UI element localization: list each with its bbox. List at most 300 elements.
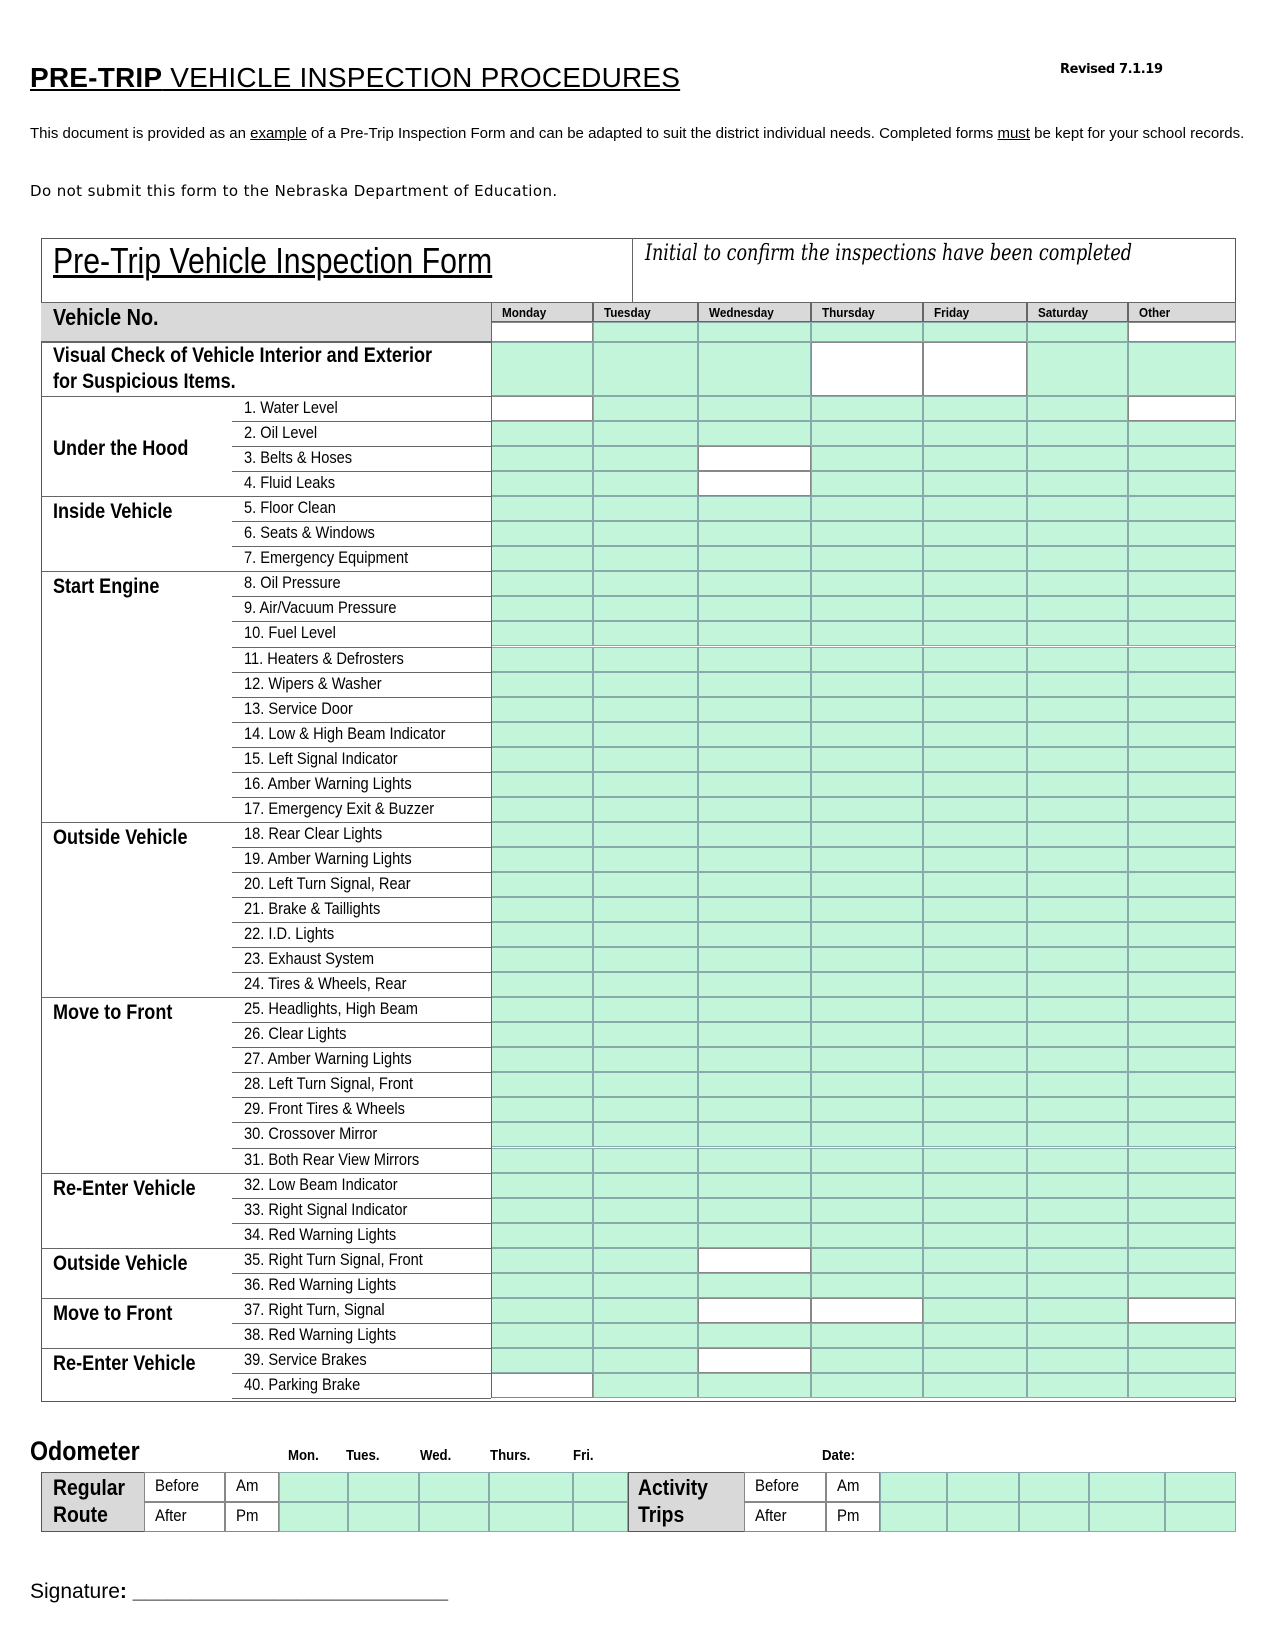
signature-field[interactable]	[30, 1580, 448, 1604]
inspection-check-cell[interactable]	[1128, 1373, 1236, 1398]
inspection-check-cell[interactable]	[811, 647, 923, 672]
inspection-check-cell[interactable]	[491, 1248, 593, 1273]
inspection-check-cell[interactable]	[923, 722, 1027, 747]
inspection-check-cell[interactable]	[491, 672, 593, 697]
visual-check-cell[interactable]	[698, 342, 811, 396]
inspection-check-cell[interactable]	[923, 1173, 1027, 1198]
inspection-check-cell[interactable]	[1128, 822, 1236, 847]
inspection-check-cell[interactable]	[698, 797, 811, 822]
inspection-check-cell[interactable]	[811, 1373, 923, 1398]
inspection-check-cell[interactable]	[698, 1323, 811, 1348]
inspection-check-cell[interactable]	[698, 1173, 811, 1198]
inspection-check-cell[interactable]	[698, 396, 811, 421]
inspection-check-cell[interactable]	[1128, 647, 1236, 672]
inspection-check-cell[interactable]	[1027, 1173, 1128, 1198]
inspection-check-cell[interactable]	[698, 672, 811, 697]
inspection-check-cell[interactable]	[698, 1047, 811, 1072]
inspection-check-cell[interactable]	[1027, 471, 1128, 496]
inspection-check-cell[interactable]	[491, 396, 593, 421]
vehicle-no-input[interactable]	[593, 322, 698, 342]
inspection-check-cell[interactable]	[593, 421, 698, 446]
inspection-check-cell[interactable]	[491, 847, 593, 872]
vehicle-no-input[interactable]	[698, 322, 811, 342]
vehicle-no-input[interactable]	[491, 322, 593, 342]
inspection-check-cell[interactable]	[923, 1298, 1027, 1323]
inspection-check-cell[interactable]	[1027, 797, 1128, 822]
inspection-check-cell[interactable]	[698, 897, 811, 922]
inspection-check-cell[interactable]	[1128, 421, 1236, 446]
inspection-check-cell[interactable]	[593, 697, 698, 722]
inspection-check-cell[interactable]	[593, 847, 698, 872]
activity-reading-input[interactable]	[947, 1472, 1019, 1502]
inspection-check-cell[interactable]	[1027, 722, 1128, 747]
inspection-check-cell[interactable]	[593, 922, 698, 947]
inspection-check-cell[interactable]	[811, 1248, 923, 1273]
inspection-check-cell[interactable]	[1128, 446, 1236, 471]
inspection-check-cell[interactable]	[593, 1298, 698, 1323]
activity-reading-input[interactable]	[1019, 1472, 1089, 1502]
odometer-reading-input[interactable]	[489, 1472, 573, 1502]
inspection-check-cell[interactable]	[811, 872, 923, 897]
inspection-check-cell[interactable]	[1128, 1148, 1236, 1173]
inspection-check-cell[interactable]	[593, 947, 698, 972]
inspection-check-cell[interactable]	[1027, 1348, 1128, 1373]
activity-reading-input[interactable]	[1019, 1502, 1089, 1532]
inspection-check-cell[interactable]	[811, 521, 923, 546]
inspection-check-cell[interactable]	[698, 947, 811, 972]
inspection-check-cell[interactable]	[593, 1122, 698, 1147]
inspection-check-cell[interactable]	[1128, 1173, 1236, 1198]
inspection-check-cell[interactable]	[1128, 1122, 1236, 1147]
activity-reading-input[interactable]	[880, 1472, 947, 1502]
inspection-check-cell[interactable]	[491, 972, 593, 997]
inspection-check-cell[interactable]	[811, 947, 923, 972]
visual-check-cell[interactable]	[1027, 342, 1128, 396]
inspection-check-cell[interactable]	[923, 1047, 1027, 1072]
inspection-check-cell[interactable]	[1128, 546, 1236, 571]
inspection-check-cell[interactable]	[491, 596, 593, 621]
inspection-check-cell[interactable]	[811, 421, 923, 446]
inspection-check-cell[interactable]	[593, 647, 698, 672]
inspection-check-cell[interactable]	[491, 446, 593, 471]
inspection-check-cell[interactable]	[811, 446, 923, 471]
inspection-check-cell[interactable]	[1128, 471, 1236, 496]
inspection-check-cell[interactable]	[1027, 1198, 1128, 1223]
inspection-check-cell[interactable]	[1128, 847, 1236, 872]
odometer-reading-input[interactable]	[573, 1502, 628, 1532]
inspection-check-cell[interactable]	[1027, 1223, 1128, 1248]
inspection-check-cell[interactable]	[698, 997, 811, 1022]
inspection-check-cell[interactable]	[1027, 1248, 1128, 1273]
inspection-check-cell[interactable]	[698, 922, 811, 947]
inspection-check-cell[interactable]	[593, 1348, 698, 1373]
vehicle-no-input[interactable]	[923, 322, 1027, 342]
inspection-check-cell[interactable]	[811, 396, 923, 421]
inspection-check-cell[interactable]	[923, 1248, 1027, 1273]
inspection-check-cell[interactable]	[1027, 421, 1128, 446]
inspection-check-cell[interactable]	[923, 997, 1027, 1022]
inspection-check-cell[interactable]	[593, 621, 698, 646]
inspection-check-cell[interactable]	[491, 997, 593, 1022]
inspection-check-cell[interactable]	[923, 1022, 1027, 1047]
inspection-check-cell[interactable]	[593, 396, 698, 421]
inspection-check-cell[interactable]	[923, 797, 1027, 822]
inspection-check-cell[interactable]	[698, 621, 811, 646]
inspection-check-cell[interactable]	[698, 521, 811, 546]
inspection-check-cell[interactable]	[811, 1273, 923, 1298]
inspection-check-cell[interactable]	[1128, 972, 1236, 997]
inspection-check-cell[interactable]	[1027, 647, 1128, 672]
inspection-check-cell[interactable]	[1027, 546, 1128, 571]
inspection-check-cell[interactable]	[923, 672, 1027, 697]
inspection-check-cell[interactable]	[1027, 1047, 1128, 1072]
inspection-check-cell[interactable]	[811, 922, 923, 947]
inspection-check-cell[interactable]	[811, 722, 923, 747]
inspection-check-cell[interactable]	[491, 546, 593, 571]
inspection-check-cell[interactable]	[593, 1273, 698, 1298]
inspection-check-cell[interactable]	[1027, 1097, 1128, 1122]
inspection-check-cell[interactable]	[1128, 1323, 1236, 1348]
inspection-check-cell[interactable]	[491, 897, 593, 922]
inspection-check-cell[interactable]	[593, 822, 698, 847]
inspection-check-cell[interactable]	[491, 1373, 593, 1398]
inspection-check-cell[interactable]	[811, 596, 923, 621]
inspection-check-cell[interactable]	[923, 1097, 1027, 1122]
visual-check-cell[interactable]	[923, 342, 1027, 396]
inspection-check-cell[interactable]	[1027, 1323, 1128, 1348]
inspection-check-cell[interactable]	[491, 1047, 593, 1072]
inspection-check-cell[interactable]	[811, 471, 923, 496]
inspection-check-cell[interactable]	[491, 697, 593, 722]
inspection-check-cell[interactable]	[1128, 1348, 1236, 1373]
inspection-check-cell[interactable]	[1027, 922, 1128, 947]
inspection-check-cell[interactable]	[1128, 897, 1236, 922]
inspection-check-cell[interactable]	[698, 1348, 811, 1373]
inspection-check-cell[interactable]	[491, 1097, 593, 1122]
inspection-check-cell[interactable]	[811, 1173, 923, 1198]
inspection-check-cell[interactable]	[1128, 571, 1236, 596]
inspection-check-cell[interactable]	[1027, 1373, 1128, 1398]
inspection-check-cell[interactable]	[1128, 1298, 1236, 1323]
inspection-check-cell[interactable]	[593, 997, 698, 1022]
inspection-check-cell[interactable]	[811, 1323, 923, 1348]
inspection-check-cell[interactable]	[491, 1122, 593, 1147]
inspection-check-cell[interactable]	[923, 1148, 1027, 1173]
inspection-check-cell[interactable]	[593, 1173, 698, 1198]
inspection-check-cell[interactable]	[593, 972, 698, 997]
inspection-check-cell[interactable]	[923, 1072, 1027, 1097]
inspection-check-cell[interactable]	[1027, 1022, 1128, 1047]
inspection-check-cell[interactable]	[811, 797, 923, 822]
inspection-check-cell[interactable]	[1128, 496, 1236, 521]
inspection-check-cell[interactable]	[491, 1348, 593, 1373]
inspection-check-cell[interactable]	[1027, 446, 1128, 471]
inspection-check-cell[interactable]	[491, 922, 593, 947]
inspection-check-cell[interactable]	[593, 1323, 698, 1348]
inspection-check-cell[interactable]	[923, 621, 1027, 646]
inspection-check-cell[interactable]	[811, 997, 923, 1022]
inspection-check-cell[interactable]	[811, 496, 923, 521]
inspection-check-cell[interactable]	[923, 596, 1027, 621]
activity-reading-input[interactable]	[1165, 1472, 1236, 1502]
inspection-check-cell[interactable]	[491, 647, 593, 672]
inspection-check-cell[interactable]	[923, 1198, 1027, 1223]
inspection-check-cell[interactable]	[811, 1223, 923, 1248]
inspection-check-cell[interactable]	[1128, 1097, 1236, 1122]
inspection-check-cell[interactable]	[491, 471, 593, 496]
inspection-check-cell[interactable]	[1128, 396, 1236, 421]
inspection-check-cell[interactable]	[698, 596, 811, 621]
inspection-check-cell[interactable]	[1027, 997, 1128, 1022]
inspection-check-cell[interactable]	[923, 897, 1027, 922]
inspection-check-cell[interactable]	[698, 747, 811, 772]
inspection-check-cell[interactable]	[1128, 521, 1236, 546]
inspection-check-cell[interactable]	[491, 822, 593, 847]
inspection-check-cell[interactable]	[593, 772, 698, 797]
inspection-check-cell[interactable]	[1027, 697, 1128, 722]
inspection-check-cell[interactable]	[923, 972, 1027, 997]
inspection-check-cell[interactable]	[698, 1248, 811, 1273]
activity-reading-input[interactable]	[1089, 1472, 1165, 1502]
inspection-check-cell[interactable]	[923, 1348, 1027, 1373]
inspection-check-cell[interactable]	[593, 521, 698, 546]
inspection-check-cell[interactable]	[593, 1097, 698, 1122]
inspection-check-cell[interactable]	[923, 496, 1027, 521]
inspection-check-cell[interactable]	[491, 772, 593, 797]
inspection-check-cell[interactable]	[1128, 1198, 1236, 1223]
inspection-check-cell[interactable]	[1128, 772, 1236, 797]
inspection-check-cell[interactable]	[698, 496, 811, 521]
inspection-check-cell[interactable]	[923, 922, 1027, 947]
inspection-check-cell[interactable]	[923, 872, 1027, 897]
inspection-check-cell[interactable]	[1027, 621, 1128, 646]
inspection-check-cell[interactable]	[593, 1198, 698, 1223]
inspection-check-cell[interactable]	[811, 1122, 923, 1147]
vehicle-no-input[interactable]	[1128, 322, 1236, 342]
inspection-check-cell[interactable]	[923, 571, 1027, 596]
activity-reading-input[interactable]	[1089, 1502, 1165, 1532]
inspection-check-cell[interactable]	[1027, 571, 1128, 596]
inspection-check-cell[interactable]	[811, 546, 923, 571]
odometer-reading-input[interactable]	[573, 1472, 628, 1502]
inspection-check-cell[interactable]	[1128, 621, 1236, 646]
odometer-reading-input[interactable]	[348, 1502, 419, 1532]
inspection-check-cell[interactable]	[1027, 672, 1128, 697]
inspection-check-cell[interactable]	[698, 972, 811, 997]
inspection-check-cell[interactable]	[593, 1072, 698, 1097]
inspection-check-cell[interactable]	[811, 1148, 923, 1173]
inspection-check-cell[interactable]	[491, 521, 593, 546]
inspection-check-cell[interactable]	[491, 621, 593, 646]
inspection-check-cell[interactable]	[1027, 1122, 1128, 1147]
inspection-check-cell[interactable]	[491, 722, 593, 747]
inspection-check-cell[interactable]	[698, 421, 811, 446]
inspection-check-cell[interactable]	[923, 647, 1027, 672]
visual-check-cell[interactable]	[1128, 342, 1236, 396]
inspection-check-cell[interactable]	[923, 1223, 1027, 1248]
inspection-check-cell[interactable]	[491, 496, 593, 521]
inspection-check-cell[interactable]	[811, 621, 923, 646]
inspection-check-cell[interactable]	[491, 872, 593, 897]
inspection-check-cell[interactable]	[593, 1223, 698, 1248]
inspection-check-cell[interactable]	[491, 1173, 593, 1198]
inspection-check-cell[interactable]	[1128, 947, 1236, 972]
inspection-check-cell[interactable]	[811, 747, 923, 772]
inspection-check-cell[interactable]	[593, 496, 698, 521]
inspection-check-cell[interactable]	[491, 1298, 593, 1323]
inspection-check-cell[interactable]	[698, 822, 811, 847]
inspection-check-cell[interactable]	[491, 1148, 593, 1173]
inspection-check-cell[interactable]	[698, 772, 811, 797]
inspection-check-cell[interactable]	[923, 546, 1027, 571]
inspection-check-cell[interactable]	[1027, 947, 1128, 972]
inspection-check-cell[interactable]	[811, 847, 923, 872]
inspection-check-cell[interactable]	[1128, 1072, 1236, 1097]
inspection-check-cell[interactable]	[1027, 747, 1128, 772]
inspection-check-cell[interactable]	[1027, 1072, 1128, 1097]
inspection-check-cell[interactable]	[593, 571, 698, 596]
inspection-check-cell[interactable]	[1027, 822, 1128, 847]
inspection-check-cell[interactable]	[698, 1122, 811, 1147]
inspection-check-cell[interactable]	[593, 471, 698, 496]
inspection-check-cell[interactable]	[1128, 1223, 1236, 1248]
inspection-check-cell[interactable]	[1128, 922, 1236, 947]
inspection-check-cell[interactable]	[1128, 1047, 1236, 1072]
inspection-check-cell[interactable]	[1027, 521, 1128, 546]
inspection-check-cell[interactable]	[1027, 772, 1128, 797]
inspection-check-cell[interactable]	[923, 1122, 1027, 1147]
odometer-reading-input[interactable]	[348, 1472, 419, 1502]
odometer-reading-input[interactable]	[279, 1502, 348, 1532]
vehicle-no-input[interactable]	[811, 322, 923, 342]
inspection-check-cell[interactable]	[698, 647, 811, 672]
vehicle-no-input[interactable]	[1027, 322, 1128, 342]
inspection-check-cell[interactable]	[1027, 396, 1128, 421]
inspection-check-cell[interactable]	[698, 1097, 811, 1122]
inspection-check-cell[interactable]	[1128, 596, 1236, 621]
inspection-check-cell[interactable]	[811, 1022, 923, 1047]
inspection-check-cell[interactable]	[923, 421, 1027, 446]
activity-reading-input[interactable]	[947, 1502, 1019, 1532]
inspection-check-cell[interactable]	[491, 1022, 593, 1047]
inspection-check-cell[interactable]	[698, 1373, 811, 1398]
inspection-check-cell[interactable]	[1128, 797, 1236, 822]
inspection-check-cell[interactable]	[491, 421, 593, 446]
inspection-check-cell[interactable]	[491, 571, 593, 596]
inspection-check-cell[interactable]	[1027, 596, 1128, 621]
inspection-check-cell[interactable]	[593, 897, 698, 922]
inspection-check-cell[interactable]	[593, 1047, 698, 1072]
inspection-check-cell[interactable]	[1027, 1298, 1128, 1323]
inspection-check-cell[interactable]	[811, 972, 923, 997]
inspection-check-cell[interactable]	[698, 1273, 811, 1298]
visual-check-cell[interactable]	[491, 342, 593, 396]
odometer-reading-input[interactable]	[279, 1472, 348, 1502]
inspection-check-cell[interactable]	[698, 1223, 811, 1248]
inspection-check-cell[interactable]	[923, 947, 1027, 972]
inspection-check-cell[interactable]	[1128, 697, 1236, 722]
inspection-check-cell[interactable]	[593, 747, 698, 772]
inspection-check-cell[interactable]	[491, 1223, 593, 1248]
inspection-check-cell[interactable]	[593, 872, 698, 897]
inspection-check-cell[interactable]	[1128, 672, 1236, 697]
inspection-check-cell[interactable]	[593, 1373, 698, 1398]
inspection-check-cell[interactable]	[1027, 972, 1128, 997]
inspection-check-cell[interactable]	[811, 1298, 923, 1323]
inspection-check-cell[interactable]	[811, 822, 923, 847]
inspection-check-cell[interactable]	[698, 471, 811, 496]
inspection-check-cell[interactable]	[923, 747, 1027, 772]
inspection-check-cell[interactable]	[811, 1097, 923, 1122]
inspection-check-cell[interactable]	[1027, 897, 1128, 922]
inspection-check-cell[interactable]	[491, 1072, 593, 1097]
inspection-check-cell[interactable]	[923, 396, 1027, 421]
inspection-check-cell[interactable]	[811, 1047, 923, 1072]
inspection-check-cell[interactable]	[811, 1072, 923, 1097]
inspection-check-cell[interactable]	[593, 446, 698, 471]
inspection-check-cell[interactable]	[698, 571, 811, 596]
visual-check-cell[interactable]	[811, 342, 923, 396]
inspection-check-cell[interactable]	[1128, 747, 1236, 772]
inspection-check-cell[interactable]	[491, 797, 593, 822]
inspection-check-cell[interactable]	[698, 872, 811, 897]
inspection-check-cell[interactable]	[923, 471, 1027, 496]
inspection-check-cell[interactable]	[1128, 997, 1236, 1022]
inspection-check-cell[interactable]	[698, 546, 811, 571]
inspection-check-cell[interactable]	[811, 1348, 923, 1373]
inspection-check-cell[interactable]	[1027, 1148, 1128, 1173]
odometer-reading-input[interactable]	[489, 1502, 573, 1532]
inspection-check-cell[interactable]	[923, 521, 1027, 546]
activity-reading-input[interactable]	[1165, 1502, 1236, 1532]
inspection-check-cell[interactable]	[698, 1298, 811, 1323]
inspection-check-cell[interactable]	[1027, 872, 1128, 897]
inspection-check-cell[interactable]	[593, 1248, 698, 1273]
inspection-check-cell[interactable]	[491, 947, 593, 972]
inspection-check-cell[interactable]	[593, 797, 698, 822]
inspection-check-cell[interactable]	[923, 1373, 1027, 1398]
inspection-check-cell[interactable]	[1128, 1022, 1236, 1047]
inspection-check-cell[interactable]	[593, 722, 698, 747]
inspection-check-cell[interactable]	[811, 672, 923, 697]
activity-reading-input[interactable]	[880, 1502, 947, 1532]
inspection-check-cell[interactable]	[698, 1022, 811, 1047]
inspection-check-cell[interactable]	[811, 697, 923, 722]
inspection-check-cell[interactable]	[923, 446, 1027, 471]
inspection-check-cell[interactable]	[923, 1323, 1027, 1348]
inspection-check-cell[interactable]	[1027, 1273, 1128, 1298]
inspection-check-cell[interactable]	[923, 697, 1027, 722]
inspection-check-cell[interactable]	[1027, 496, 1128, 521]
inspection-check-cell[interactable]	[593, 596, 698, 621]
inspection-check-cell[interactable]	[698, 722, 811, 747]
inspection-check-cell[interactable]	[491, 1323, 593, 1348]
inspection-check-cell[interactable]	[698, 446, 811, 471]
inspection-check-cell[interactable]	[1128, 722, 1236, 747]
inspection-check-cell[interactable]	[1128, 1273, 1236, 1298]
inspection-check-cell[interactable]	[698, 1148, 811, 1173]
inspection-check-cell[interactable]	[698, 697, 811, 722]
inspection-check-cell[interactable]	[698, 1072, 811, 1097]
inspection-check-cell[interactable]	[923, 847, 1027, 872]
inspection-check-cell[interactable]	[811, 897, 923, 922]
inspection-check-cell[interactable]	[491, 1273, 593, 1298]
inspection-check-cell[interactable]	[923, 822, 1027, 847]
inspection-check-cell[interactable]	[1128, 872, 1236, 897]
visual-check-cell[interactable]	[593, 342, 698, 396]
inspection-check-cell[interactable]	[593, 1022, 698, 1047]
odometer-reading-input[interactable]	[419, 1472, 489, 1502]
